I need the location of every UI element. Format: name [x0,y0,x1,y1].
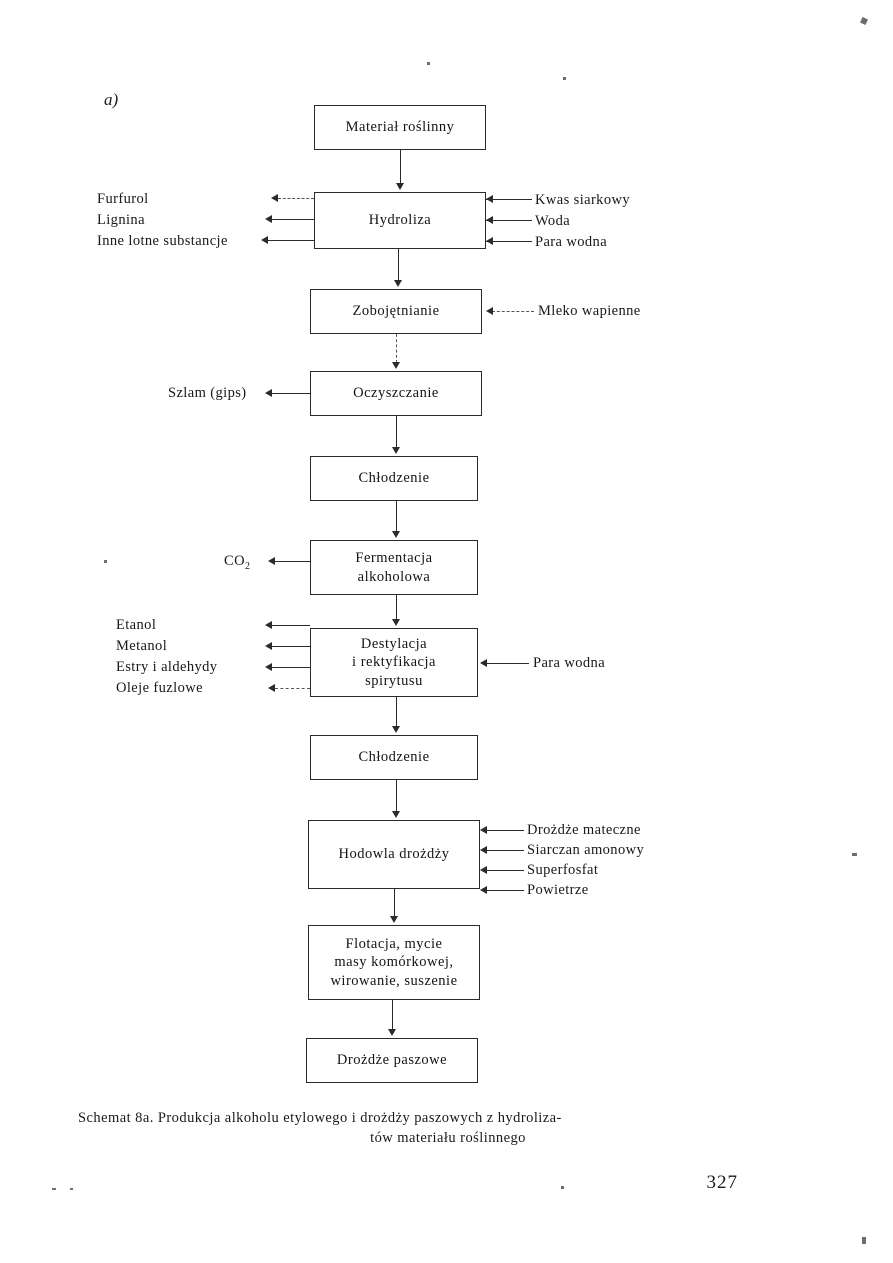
input-line-para-wodna-destylacja [485,663,529,664]
arrow-left-icon [268,684,275,692]
input-line-mleko-wapienne [492,311,534,312]
connector-hodowla-flotacja [394,889,395,917]
arrow-left-icon [480,866,487,874]
output-line-metanol [272,646,310,647]
output-line-co2 [275,561,310,562]
input-label-siarczan-amonowy: Siarczan amonowy [527,842,645,858]
box-label: Oczyszczanie [353,385,439,402]
arrow-left-icon [480,826,487,834]
process-box-chlodzenie-2 [310,735,478,780]
input-line-superfosfat [484,870,524,871]
box-label: Chłodzenie [358,749,430,766]
box-label-line2: i rektyfikacja [352,654,436,671]
process-box-fermentacja-alkoholowa [310,540,478,595]
arrow-down-icon [394,280,402,287]
arrow-left-icon [268,557,275,565]
caption-line-2: tów materiału roślinnego [370,1130,526,1147]
box-label-line3: spirytusu [365,672,423,689]
connector-fermentacja-destylacja [396,595,397,620]
scan-speck [427,62,430,65]
box-label-line2: alkoholowa [357,568,431,585]
figure-caption [78,1108,818,1149]
scan-speck [70,1188,73,1190]
scan-speck [852,853,857,856]
scan-speck [52,1188,56,1190]
input-label-woda: Woda [535,213,571,229]
process-box-hydroliza [314,192,486,249]
box-label-line1: Fermentacja [355,550,433,567]
arrow-left-icon [486,307,493,315]
process-box-hodowla-drozdzy [308,820,480,889]
arrow-left-icon [265,642,272,650]
output-line-furfurol [278,198,314,199]
arrow-left-icon [480,659,487,667]
box-label: Chłodzenie [358,470,430,487]
input-label-superfosfat: Superfosfat [527,862,599,878]
box-label: Zobojętnianie [352,303,440,320]
output-label-oleje-fuzlowe: Oleje fuzlowe [116,680,203,696]
output-line-etanol [272,625,310,626]
connector-hydroliza-zobojetnianie [398,249,399,281]
scan-speck [561,1186,564,1189]
output-line-oleje [275,688,310,689]
connector-destylacja-chlodzenie [396,697,397,727]
arrow-left-icon [265,389,272,397]
connector-material-hydroliza [400,150,401,185]
arrow-down-icon [392,531,400,538]
box-label-line3: wirowanie, suszenie [330,972,458,989]
process-box-destylacja-rektyfikacja [310,628,478,697]
arrow-down-icon [392,726,400,733]
arrow-down-icon [392,811,400,818]
box-label-line1: Destylacja [360,636,428,653]
arrow-down-icon [392,447,400,454]
output-line-estry [272,667,310,668]
input-label-para-wodna-destylacja: Para wodna [533,655,606,671]
co2-subscript: 2 [244,560,251,572]
input-label-drozdze-mateczne: Drożdże mateczne [527,822,641,838]
panel-label: a) [104,90,119,109]
output-label-szlam-gips: Szlam (gips) [168,385,247,401]
process-box-zobojetnianie [310,289,482,334]
box-label-line1: Flotacja, mycie [345,936,443,953]
co2-text: CO [224,553,245,569]
arrow-down-icon [392,619,400,626]
output-label-lignina: Lignina [97,212,145,228]
scan-speck [104,560,107,563]
connector-chlodzenie-fermentacja [396,501,397,532]
output-line-lignina [272,219,314,220]
arrow-left-icon [261,236,268,244]
output-label-inne-lotne-substancje: Inne lotne substancje [97,233,228,249]
connector-zobojetnianie-oczyszczanie [396,334,397,363]
box-label: Hydroliza [368,212,432,229]
arrow-left-icon [265,663,272,671]
output-label-furfurol: Furfurol [97,191,149,207]
input-label-mleko-wapienne: Mleko wapienne [538,303,641,319]
arrow-left-icon [265,621,272,629]
input-label-powietrze: Powietrze [527,882,589,898]
input-line-drozdze-mateczne [484,830,524,831]
page-number: 327 [706,1172,738,1193]
arrow-down-icon [392,362,400,369]
output-label-etanol: Etanol [116,617,157,633]
input-line-powietrze [484,890,524,891]
arrow-left-icon [486,237,493,245]
connector-chlodzenie-hodowla [396,780,397,812]
input-label-para-wodna-hydroliza: Para wodna [535,234,608,250]
connector-flotacja-drozdze [392,1000,393,1030]
scan-speck [862,1237,866,1244]
arrow-left-icon [486,195,493,203]
output-label-metanol: Metanol [116,638,168,654]
caption-line-1: Schemat 8a. Produkcja alkoholu etylowego i drożdży paszowych z hydroliza- [78,1110,562,1126]
arrow-left-icon [271,194,278,202]
box-label: Materiał roślinny [345,119,455,136]
arrow-left-icon [480,886,487,894]
output-line-inne-lotne [268,240,314,241]
process-box-drozdze-paszowe [306,1038,478,1083]
output-label-co2 [224,553,250,572]
arrow-down-icon [390,916,398,923]
arrow-down-icon [388,1029,396,1036]
input-label-kwas-siarkowy: Kwas siarkowy [535,192,631,208]
process-box-material-roslinny [314,105,486,150]
process-box-flotacja [308,925,480,1000]
scan-speck [860,17,868,25]
process-box-oczyszczanie [310,371,482,416]
process-box-chlodzenie-1 [310,456,478,501]
scan-speck [563,77,566,80]
box-label: Hodowla drożdży [338,846,450,863]
arrow-down-icon [396,183,404,190]
output-label-estry-i-aldehydy: Estry i aldehydy [116,659,218,675]
output-line-szlam [272,393,310,394]
connector-oczyszczanie-chlodzenie [396,416,397,448]
arrow-left-icon [486,216,493,224]
box-label-line2: masy komórkowej, [334,954,454,971]
box-label: Drożdże paszowe [336,1052,448,1069]
arrow-left-icon [265,215,272,223]
input-line-siarczan-amonowy [484,850,524,851]
arrow-left-icon [480,846,487,854]
